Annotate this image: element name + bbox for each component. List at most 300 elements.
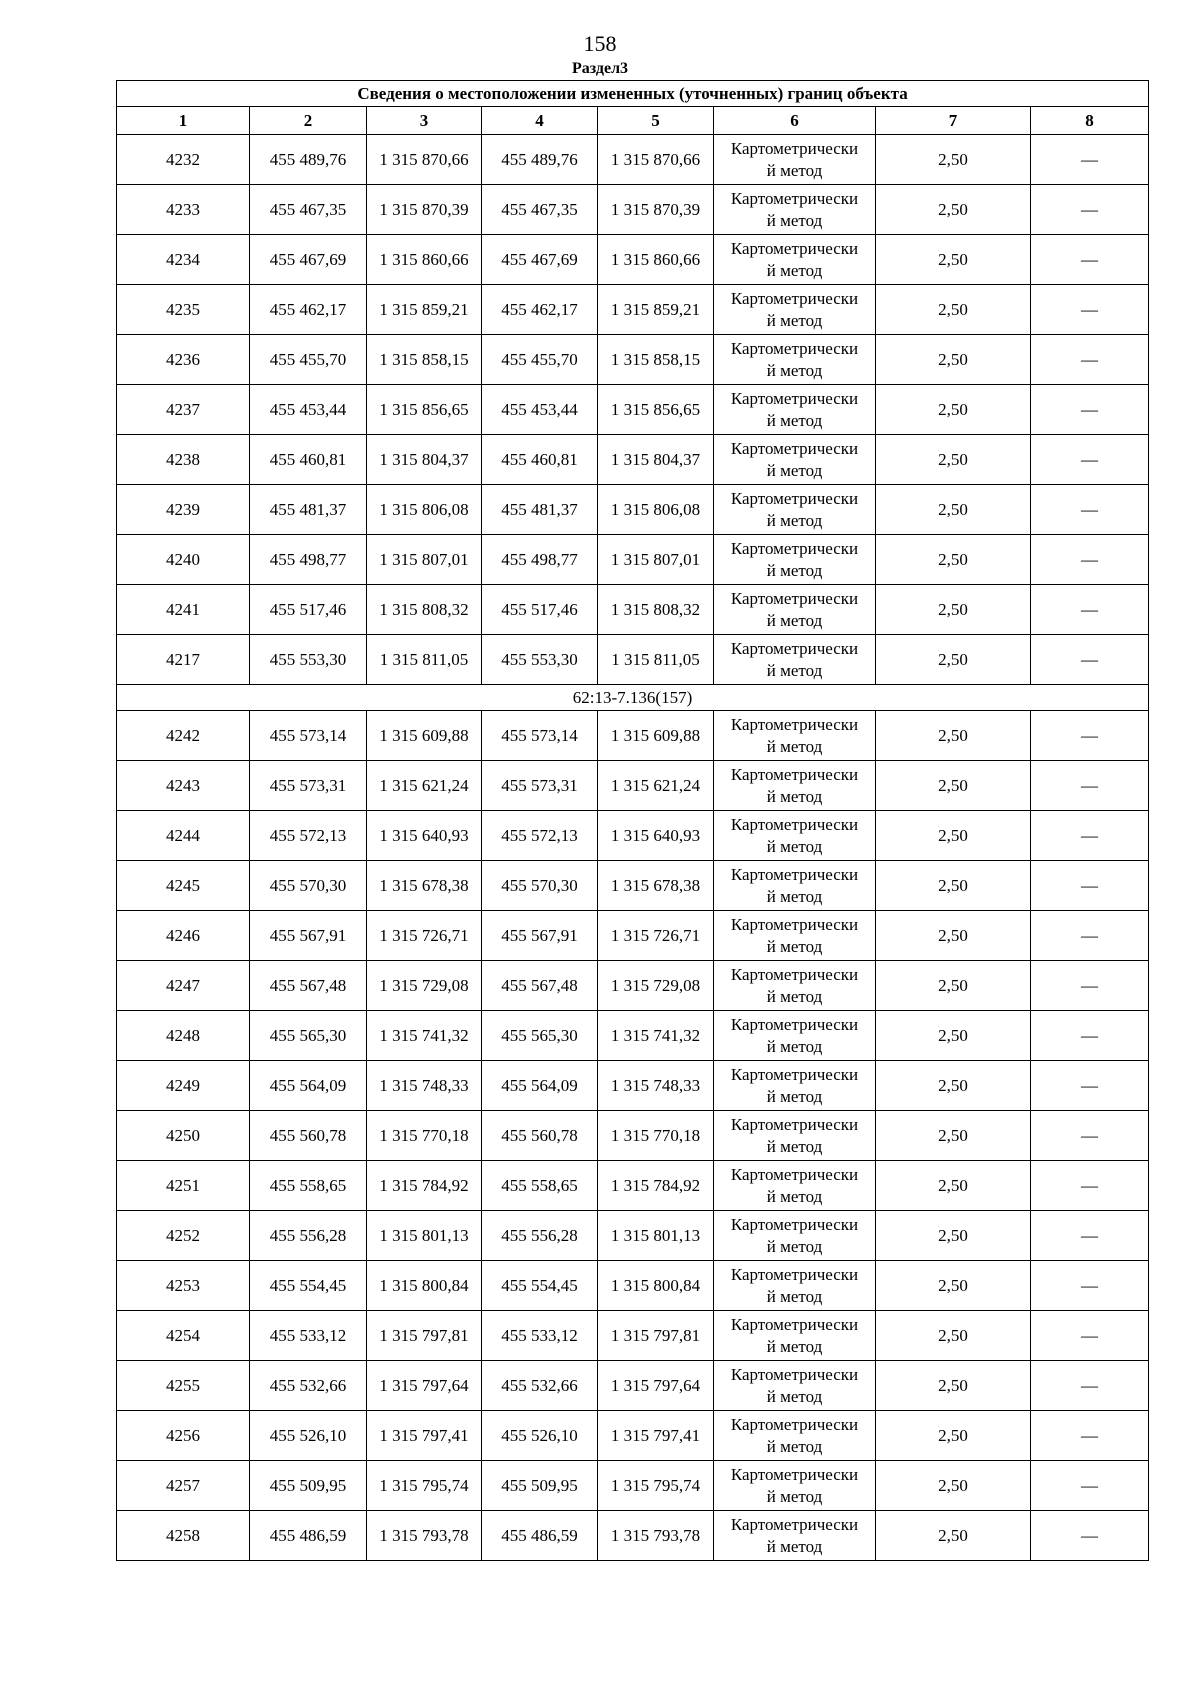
column-number: 7 <box>876 107 1031 135</box>
table-cell: — <box>1031 961 1149 1011</box>
table-cell: 455 453,44 <box>250 385 367 435</box>
table-cell: 1 315 640,93 <box>598 811 714 861</box>
method-text-line1: Картометрически <box>730 1064 859 1084</box>
table-row <box>117 1161 1149 1211</box>
table-cell: 1 315 797,81 <box>367 1311 482 1361</box>
table-cell: — <box>1031 1111 1149 1161</box>
method-text-line2: й метод <box>766 1536 823 1556</box>
table-cell: 4253 <box>117 1261 250 1311</box>
table-cell: 455 567,48 <box>250 961 367 1011</box>
method-cell <box>714 135 876 185</box>
table-cell: 1 315 858,15 <box>367 335 482 385</box>
table-row <box>117 585 1149 635</box>
table-cell: — <box>1031 1311 1149 1361</box>
table-cell: 455 554,45 <box>482 1261 598 1311</box>
method-text-line1: Картометрически <box>730 1464 859 1484</box>
method-cell <box>714 235 876 285</box>
method-cell <box>714 535 876 585</box>
table-cell: 4258 <box>117 1511 250 1561</box>
table-cell: 455 573,14 <box>250 711 367 761</box>
table-cell: 2,50 <box>876 1061 1031 1111</box>
table-cell: 1 315 726,71 <box>598 911 714 961</box>
table-cell: 1 315 804,37 <box>598 435 714 485</box>
table-cell: 455 565,30 <box>250 1011 367 1061</box>
method-text-line1: Картометрически <box>730 538 859 558</box>
table-cell: 2,50 <box>876 961 1031 1011</box>
table-cell: 2,50 <box>876 1311 1031 1361</box>
method-text-line2: й метод <box>766 610 823 630</box>
method-text-line2: й метод <box>766 1236 823 1256</box>
table-cell: 455 567,48 <box>482 961 598 1011</box>
table-cell: 455 564,09 <box>250 1061 367 1111</box>
method-text-line1: Картометрически <box>730 814 859 834</box>
table-cell: — <box>1031 1261 1149 1311</box>
table-cell: 4217 <box>117 635 250 685</box>
method-text-line2: й метод <box>766 1436 823 1456</box>
table-cell: 1 315 797,64 <box>598 1361 714 1411</box>
table-cell: 4240 <box>117 535 250 585</box>
table-cell: 2,50 <box>876 861 1031 911</box>
table-body <box>117 135 1149 1561</box>
table-cell: 455 533,12 <box>250 1311 367 1361</box>
table-cell: 455 533,12 <box>482 1311 598 1361</box>
table-cell: 455 486,59 <box>250 1511 367 1561</box>
table-row <box>117 1511 1149 1561</box>
table-cell: 4242 <box>117 711 250 761</box>
table-row <box>117 535 1149 585</box>
method-cell <box>714 635 876 685</box>
column-number: 3 <box>367 107 482 135</box>
table-cell: — <box>1031 135 1149 185</box>
method-text-line1: Картометрически <box>730 1214 859 1234</box>
table-cell: 455 467,35 <box>482 185 598 235</box>
method-text-line1: Картометрически <box>730 1514 859 1534</box>
table-cell: 4238 <box>117 435 250 485</box>
table-cell: 455 517,46 <box>250 585 367 635</box>
method-cell <box>714 1311 876 1361</box>
table-cell: 1 315 804,37 <box>367 435 482 485</box>
method-cell <box>714 911 876 961</box>
table-cell: 455 553,30 <box>250 635 367 685</box>
table-cell: 1 315 726,71 <box>367 911 482 961</box>
method-text-line1: Картометрически <box>730 1314 859 1334</box>
table-cell: 4250 <box>117 1111 250 1161</box>
table-cell: 2,50 <box>876 1261 1031 1311</box>
table-cell: 4235 <box>117 285 250 335</box>
table-cell: 4233 <box>117 185 250 235</box>
table-cell: 1 315 621,24 <box>598 761 714 811</box>
table-cell: 1 315 729,08 <box>367 961 482 1011</box>
table-cell: 1 315 741,32 <box>598 1011 714 1061</box>
method-cell <box>714 385 876 435</box>
table-cell: — <box>1031 761 1149 811</box>
table-row <box>117 335 1149 385</box>
table-cell: 1 315 860,66 <box>598 235 714 285</box>
table-cell: 455 467,69 <box>482 235 598 285</box>
table-cell: 2,50 <box>876 335 1031 385</box>
method-cell <box>714 1461 876 1511</box>
column-number: 1 <box>117 107 250 135</box>
table-cell: 2,50 <box>876 285 1031 335</box>
method-text-line2: й метод <box>766 1186 823 1206</box>
table-cell: 455 564,09 <box>482 1061 598 1111</box>
table-cell: 4236 <box>117 335 250 385</box>
table-cell: 1 315 811,05 <box>598 635 714 685</box>
table-cell: — <box>1031 1061 1149 1111</box>
method-text-line1: Картометрически <box>730 288 859 308</box>
table-cell: 455 556,28 <box>482 1211 598 1261</box>
table-cell: 1 315 859,21 <box>598 285 714 335</box>
table-cell: 455 572,13 <box>250 811 367 861</box>
table-cell: 1 315 870,66 <box>598 135 714 185</box>
table-cell: 1 315 870,39 <box>367 185 482 235</box>
table-cell: 455 532,66 <box>482 1361 598 1411</box>
table-cell: 1 315 770,18 <box>367 1111 482 1161</box>
table-cell: 455 509,95 <box>250 1461 367 1511</box>
method-text-line1: Картометрически <box>730 238 859 258</box>
table-cell: 455 481,37 <box>482 485 598 535</box>
table-cell: — <box>1031 1161 1149 1211</box>
method-cell <box>714 1411 876 1461</box>
table-cell: 455 554,45 <box>250 1261 367 1311</box>
method-text-line1: Картометрически <box>730 1264 859 1284</box>
method-text-line2: й метод <box>766 786 823 806</box>
table-cell: 1 315 800,84 <box>598 1261 714 1311</box>
table-cell: — <box>1031 335 1149 385</box>
table-row <box>117 911 1149 961</box>
table-cell: 455 489,76 <box>482 135 598 185</box>
table-cell: 1 315 784,92 <box>367 1161 482 1211</box>
table-cell: 1 315 806,08 <box>598 485 714 535</box>
table-cell: — <box>1031 635 1149 685</box>
section-title: Раздел3 <box>571 60 629 77</box>
method-cell <box>714 761 876 811</box>
method-text-line1: Картометрически <box>730 714 859 734</box>
table-cell: 4232 <box>117 135 250 185</box>
method-text-line2: й метод <box>766 1386 823 1406</box>
table-row <box>117 961 1149 1011</box>
method-cell <box>714 285 876 335</box>
table-cell: — <box>1031 235 1149 285</box>
table-cell: 455 455,70 <box>482 335 598 385</box>
method-text-line1: Картометрически <box>730 914 859 934</box>
table-cell: 455 455,70 <box>250 335 367 385</box>
table-cell: 1 315 795,74 <box>598 1461 714 1511</box>
table-cell: 4256 <box>117 1411 250 1461</box>
table-cell: 455 558,65 <box>250 1161 367 1211</box>
table-cell: 4239 <box>117 485 250 535</box>
table-cell: 2,50 <box>876 1211 1031 1261</box>
method-text-line1: Картометрически <box>730 188 859 208</box>
table-cell: 455 556,28 <box>250 1211 367 1261</box>
table-cell: 455 570,30 <box>250 861 367 911</box>
table-cell: 2,50 <box>876 235 1031 285</box>
table-cell: 1 315 808,32 <box>598 585 714 635</box>
table-row <box>117 1461 1149 1511</box>
method-text-line1: Картометрически <box>730 1014 859 1034</box>
table-cell: 4255 <box>117 1361 250 1411</box>
table-cell: 1 315 795,74 <box>367 1461 482 1511</box>
table-cell: 455 572,13 <box>482 811 598 861</box>
table-cell: 455 560,78 <box>482 1111 598 1161</box>
method-text-line1: Картометрически <box>730 638 859 658</box>
table-cell: — <box>1031 385 1149 435</box>
method-cell <box>714 1511 876 1561</box>
table-cell: 1 315 797,41 <box>367 1411 482 1461</box>
table-cell: 455 573,31 <box>482 761 598 811</box>
table-row <box>117 1311 1149 1361</box>
method-cell <box>714 711 876 761</box>
table-cell: 1 315 811,05 <box>367 635 482 685</box>
table-cell: 1 315 797,41 <box>598 1411 714 1461</box>
table-cell: — <box>1031 1411 1149 1461</box>
table-cell: — <box>1031 435 1149 485</box>
table-cell: 4247 <box>117 961 250 1011</box>
table-cell: 455 567,91 <box>482 911 598 961</box>
table-row <box>117 1061 1149 1111</box>
method-text-line2: й метод <box>766 936 823 956</box>
table-cell: 2,50 <box>876 1511 1031 1561</box>
table-cell: 1 315 801,13 <box>367 1211 482 1261</box>
method-text-line2: й метод <box>766 660 823 680</box>
table-row <box>117 761 1149 811</box>
method-text-line1: Картометрически <box>730 338 859 358</box>
table-row <box>117 1261 1149 1311</box>
method-cell <box>714 185 876 235</box>
table-row <box>117 385 1149 435</box>
method-text-line2: й метод <box>766 736 823 756</box>
table-row <box>117 435 1149 485</box>
table-cell: 1 315 870,39 <box>598 185 714 235</box>
table-row <box>117 1011 1149 1061</box>
table-row <box>117 285 1149 335</box>
table-cell: 1 315 807,01 <box>367 535 482 585</box>
group-header-row <box>117 685 1149 711</box>
table-cell: — <box>1031 185 1149 235</box>
table-cell: 1 315 770,18 <box>598 1111 714 1161</box>
table-cell: — <box>1031 811 1149 861</box>
method-text-line2: й метод <box>766 886 823 906</box>
table-cell: 4254 <box>117 1311 250 1361</box>
table-cell: 2,50 <box>876 911 1031 961</box>
table-row <box>117 861 1149 911</box>
table-cell: 4244 <box>117 811 250 861</box>
table-cell: 1 315 748,33 <box>367 1061 482 1111</box>
table-caption: Сведения о местоположении измененных (уточненных) границ объекта <box>117 81 1149 107</box>
table-cell: 455 553,30 <box>482 635 598 685</box>
column-number: 4 <box>482 107 598 135</box>
table-cell: 2,50 <box>876 485 1031 535</box>
table-cell: 2,50 <box>876 1011 1031 1061</box>
method-cell <box>714 585 876 635</box>
table-cell: 2,50 <box>876 1411 1031 1461</box>
table-cell: 455 467,69 <box>250 235 367 285</box>
table-cell: 455 532,66 <box>250 1361 367 1411</box>
table-cell: 2,50 <box>876 185 1031 235</box>
page-number: 158 <box>583 31 617 56</box>
method-text-line1: Картометрически <box>730 1364 859 1384</box>
table-cell: 455 573,31 <box>250 761 367 811</box>
method-cell <box>714 1011 876 1061</box>
method-text-line2: й метод <box>766 836 823 856</box>
table-cell: 4234 <box>117 235 250 285</box>
table-cell: 4252 <box>117 1211 250 1261</box>
method-text-line2: й метод <box>766 160 823 180</box>
table-cell: 4248 <box>117 1011 250 1061</box>
table-cell: 455 498,77 <box>250 535 367 585</box>
table-cell: 1 315 806,08 <box>367 485 482 535</box>
method-text-line2: й метод <box>766 1336 823 1356</box>
method-text-line2: й метод <box>766 510 823 530</box>
boundary-coordinates-table <box>116 80 1149 1561</box>
method-text-line2: й метод <box>766 310 823 330</box>
table-cell: 2,50 <box>876 385 1031 435</box>
table-cell: 2,50 <box>876 761 1031 811</box>
table-cell: 455 565,30 <box>482 1011 598 1061</box>
table-cell: 1 315 807,01 <box>598 535 714 585</box>
method-cell <box>714 961 876 1011</box>
method-text-line1: Картометрически <box>730 764 859 784</box>
method-text-line1: Картометрически <box>730 964 859 984</box>
method-text-line1: Картометрически <box>730 388 859 408</box>
method-text-line1: Картометрически <box>730 864 859 884</box>
table-cell: 1 315 870,66 <box>367 135 482 185</box>
table-row <box>117 235 1149 285</box>
table-cell: 455 489,76 <box>250 135 367 185</box>
column-number: 2 <box>250 107 367 135</box>
table-cell: 455 517,46 <box>482 585 598 635</box>
table-cell: 2,50 <box>876 811 1031 861</box>
table-cell: 455 460,81 <box>250 435 367 485</box>
table-cell: — <box>1031 911 1149 961</box>
table-cell: 4243 <box>117 761 250 811</box>
table-cell: 1 315 609,88 <box>367 711 482 761</box>
method-cell <box>714 861 876 911</box>
method-text-line2: й метод <box>766 560 823 580</box>
method-text-line2: й метод <box>766 1036 823 1056</box>
method-text-line1: Картометрически <box>730 588 859 608</box>
table-cell: 455 573,14 <box>482 711 598 761</box>
table-cell: 4241 <box>117 585 250 635</box>
table-row <box>117 711 1149 761</box>
table-cell: — <box>1031 1461 1149 1511</box>
table-cell: 455 509,95 <box>482 1461 598 1511</box>
table-cell: 1 315 748,33 <box>598 1061 714 1111</box>
table-cell: 4237 <box>117 385 250 435</box>
table-cell: 1 315 797,64 <box>367 1361 482 1411</box>
method-text-line1: Картометрически <box>730 1164 859 1184</box>
table-cell: 455 567,91 <box>250 911 367 961</box>
table-cell: 455 570,30 <box>482 861 598 911</box>
table-cell: — <box>1031 1361 1149 1411</box>
method-cell <box>714 1261 876 1311</box>
table-cell: 455 453,44 <box>482 385 598 435</box>
method-text-line1: Картометрически <box>730 488 859 508</box>
method-text-line2: й метод <box>766 460 823 480</box>
table-cell: 1 315 621,24 <box>367 761 482 811</box>
table-cell: 455 462,17 <box>482 285 598 335</box>
table-cell: 455 481,37 <box>250 485 367 535</box>
table-cell: — <box>1031 535 1149 585</box>
table-cell: 2,50 <box>876 585 1031 635</box>
table-row <box>117 185 1149 235</box>
table-cell: 1 315 859,21 <box>367 285 482 335</box>
column-number: 6 <box>714 107 876 135</box>
method-cell <box>714 1161 876 1211</box>
table-cell: 1 315 640,93 <box>367 811 482 861</box>
method-cell <box>714 485 876 535</box>
table-cell: 4246 <box>117 911 250 961</box>
table-cell: 2,50 <box>876 1161 1031 1211</box>
table-cell: 1 315 741,32 <box>367 1011 482 1061</box>
group-label: 62:13-7.136(157) <box>117 685 1149 711</box>
table-row <box>117 135 1149 185</box>
table-cell: 1 315 808,32 <box>367 585 482 635</box>
table-cell: — <box>1031 485 1149 535</box>
table-row <box>117 1211 1149 1261</box>
table-cell: 1 315 678,38 <box>598 861 714 911</box>
table-cell: 1 315 856,65 <box>598 385 714 435</box>
column-number: 8 <box>1031 107 1149 135</box>
method-cell <box>714 435 876 485</box>
method-text-line2: й метод <box>766 1086 823 1106</box>
method-cell <box>714 1361 876 1411</box>
table-row <box>117 1361 1149 1411</box>
table-cell: 4257 <box>117 1461 250 1511</box>
table-cell: 455 460,81 <box>482 435 598 485</box>
method-cell <box>714 1111 876 1161</box>
column-number: 5 <box>598 107 714 135</box>
table-cell: 1 315 801,13 <box>598 1211 714 1261</box>
method-text-line1: Картометрически <box>730 1114 859 1134</box>
table-cell: 2,50 <box>876 711 1031 761</box>
table-cell: — <box>1031 711 1149 761</box>
table-cell: — <box>1031 1211 1149 1261</box>
table-cell: — <box>1031 285 1149 335</box>
method-cell <box>714 811 876 861</box>
table-cell: 1 315 729,08 <box>598 961 714 1011</box>
table-cell: 1 315 860,66 <box>367 235 482 285</box>
table-cell: 1 315 609,88 <box>598 711 714 761</box>
table-cell: 2,50 <box>876 535 1031 585</box>
table-cell: 1 315 793,78 <box>598 1511 714 1561</box>
table-cell: 1 315 678,38 <box>367 861 482 911</box>
table-cell: 455 462,17 <box>250 285 367 335</box>
table-cell: — <box>1031 585 1149 635</box>
method-text-line2: й метод <box>766 1486 823 1506</box>
table-cell: 2,50 <box>876 1361 1031 1411</box>
table-cell: 1 315 856,65 <box>367 385 482 435</box>
table-cell: 1 315 800,84 <box>367 1261 482 1311</box>
table-cell: 2,50 <box>876 1461 1031 1511</box>
table-row <box>117 1411 1149 1461</box>
method-cell <box>714 1211 876 1261</box>
table-cell: 4249 <box>117 1061 250 1111</box>
table-cell: 1 315 858,15 <box>598 335 714 385</box>
table-cell: 455 498,77 <box>482 535 598 585</box>
method-text-line2: й метод <box>766 410 823 430</box>
method-text-line2: й метод <box>766 1136 823 1156</box>
table-row <box>117 811 1149 861</box>
table-cell: 1 315 793,78 <box>367 1511 482 1561</box>
table-cell: 455 486,59 <box>482 1511 598 1561</box>
table-cell: 455 526,10 <box>482 1411 598 1461</box>
method-text-line2: й метод <box>766 986 823 1006</box>
method-cell <box>714 1061 876 1111</box>
method-text-line2: й метод <box>766 360 823 380</box>
method-text-line1: Картометрически <box>730 138 859 158</box>
table-cell: 2,50 <box>876 135 1031 185</box>
